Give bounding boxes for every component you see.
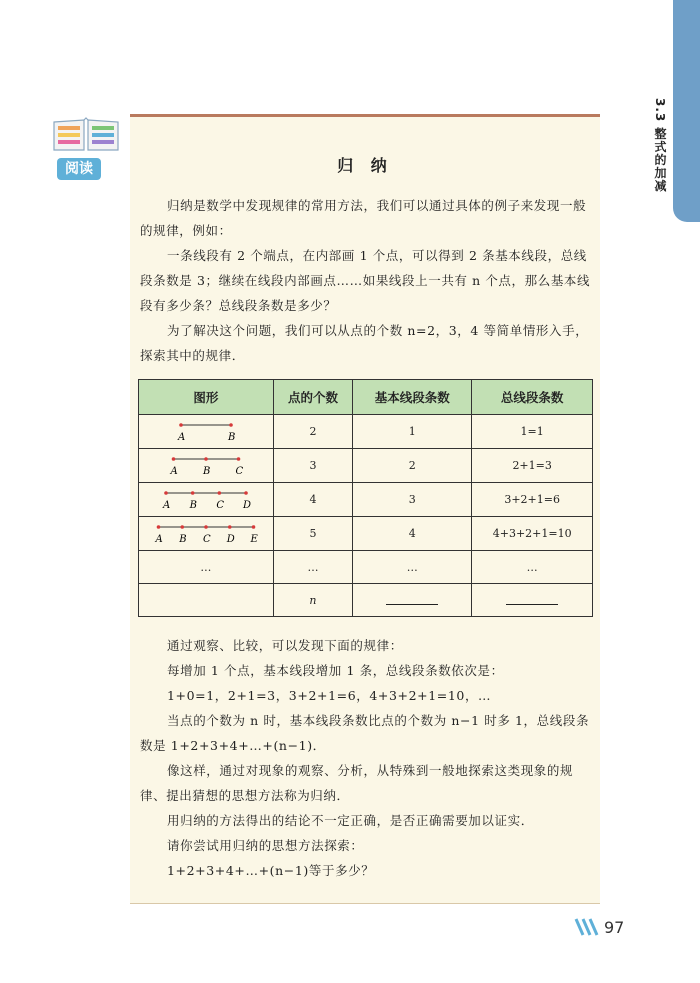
- paragraph-intro: 归纳是数学中发现规律的常用方法，我们可以通过具体的例子来发现一般的规律，例如：: [140, 198, 587, 238]
- basic-segments-cell: 2: [353, 449, 472, 483]
- table-row: [139, 415, 593, 449]
- point-label: B: [227, 432, 236, 443]
- segment-point: [217, 491, 221, 495]
- point-label: D: [226, 534, 235, 545]
- paragraph-approach: 为了解决这个问题，我们可以从点的个数 n=2，3，4 等简单情形入手，探索其中的规律．: [140, 323, 589, 363]
- segment-figure: [141, 449, 271, 479]
- segment-figure-cell: …: [139, 551, 274, 584]
- basic-segments-cell: [353, 584, 472, 617]
- chapter-section-label: 3.3 整式的加减: [653, 98, 667, 193]
- paragraph-observe: 通过观察、比较，可以发现下面的规律：: [167, 638, 403, 653]
- paragraph-try: 请你尝试用归纳的思想方法探索：: [167, 838, 364, 853]
- segment-point: [157, 525, 161, 529]
- segment-point: [237, 457, 241, 461]
- segment-point: [179, 423, 183, 427]
- segment-figure-cell: [139, 517, 274, 551]
- pattern-table: [138, 379, 593, 617]
- basic-segments-cell: 1: [353, 415, 472, 449]
- segment-point: [244, 491, 248, 495]
- segment-point: [204, 457, 208, 461]
- header-figure: 图形: [139, 380, 274, 415]
- answer-blank: [386, 592, 438, 605]
- segment-figure: [141, 517, 271, 547]
- segment-point: [172, 457, 176, 461]
- points-cell: n: [273, 584, 352, 617]
- total-segments-cell: 2+1=3: [472, 449, 593, 483]
- point-label: A: [177, 432, 186, 443]
- page-number: 97: [604, 918, 625, 937]
- paragraph-sums: 1+0=1，2+1=3，3+2+1=6，4+3+2+1=10，…: [167, 688, 492, 703]
- paragraph-question: 1+2+3+4+…+(n−1)等于多少？: [167, 863, 375, 878]
- points-cell: 4: [273, 483, 352, 517]
- segment-point: [191, 491, 195, 495]
- point-label: A: [155, 534, 163, 545]
- point-label: B: [202, 466, 211, 477]
- points-cell: 3: [273, 449, 352, 483]
- paragraph-increase: 每增加 1 个点，基本线段增加 1 条，总线段条数依次是：: [167, 663, 504, 678]
- segment-point: [204, 525, 208, 529]
- point-label: C: [216, 500, 224, 511]
- segment-point: [229, 423, 233, 427]
- table-row: [139, 584, 593, 617]
- paragraph-verify: 用归纳的方法得出的结论不一定正确，是否正确需要加以证实．: [167, 813, 534, 828]
- paragraph-definition: 像这样，通过对现象的观察、分析，从特殊到一般地探索这类现象的规律、提出猜想的思想方法称为归纳．: [140, 763, 574, 803]
- point-label: C: [235, 466, 244, 477]
- point-label: B: [189, 500, 197, 511]
- segment-figure: [141, 415, 271, 445]
- header-points: 点的个数: [273, 380, 352, 415]
- total-segments-cell: 1=1: [472, 415, 593, 449]
- total-segments-cell: 3+2+1=6: [472, 483, 593, 517]
- segment-point: [252, 525, 256, 529]
- basic-segments-cell: …: [353, 551, 472, 584]
- table-row: [139, 483, 593, 517]
- segment-figure-cell: [139, 483, 274, 517]
- table-row: [139, 551, 593, 584]
- answer-blank: [506, 592, 558, 605]
- segment-figure: [141, 483, 271, 513]
- header-total-segments: 总线段条数: [472, 380, 593, 415]
- point-label: C: [202, 534, 211, 545]
- point-label: A: [170, 466, 178, 477]
- table-row: [139, 449, 593, 483]
- points-cell: 2: [273, 415, 352, 449]
- total-segments-cell: [472, 584, 593, 617]
- paragraph-problem: 一条线段有 2 个端点，在内部画 1 个点，可以得到 2 条基本线段，总线段条数是 3；继续在线段内部画点……如果线段上一共有 n 个点，那么基本线段有多少条？总线段条数是多少？: [140, 248, 591, 313]
- segment-point: [228, 525, 232, 529]
- header-basic-segments: 基本线段条数: [353, 380, 472, 415]
- point-label: D: [242, 500, 251, 511]
- page-stripes-icon: [574, 917, 604, 937]
- basic-segments-cell: 3: [353, 483, 472, 517]
- point-label: B: [179, 534, 187, 545]
- reading-panel: [130, 114, 600, 904]
- total-segments-cell: …: [472, 551, 593, 584]
- point-label: A: [162, 500, 171, 511]
- segment-point: [164, 491, 168, 495]
- segment-figure-cell: [139, 449, 274, 483]
- basic-segments-cell: 4: [353, 517, 472, 551]
- chapter-side-tab: [673, 0, 700, 222]
- segment-figure-cell: [139, 584, 274, 617]
- point-label: E: [250, 534, 258, 545]
- table-row: [139, 517, 593, 551]
- segment-point: [180, 525, 184, 529]
- reading-badge: 阅读: [57, 158, 101, 180]
- points-cell: …: [273, 551, 352, 584]
- segment-figure-cell: [139, 415, 274, 449]
- total-segments-cell: 4+3+2+1=10: [472, 517, 593, 551]
- paragraph-general: 当点的个数为 n 时，基本线段条数比点的个数为 n−1 时多 1，总线段条数是 1+2+3+4+…+(n−1)．: [140, 713, 590, 753]
- points-cell: 5: [273, 517, 352, 551]
- section-title: 归 纳: [337, 156, 393, 175]
- open-book-icon: [52, 116, 120, 152]
